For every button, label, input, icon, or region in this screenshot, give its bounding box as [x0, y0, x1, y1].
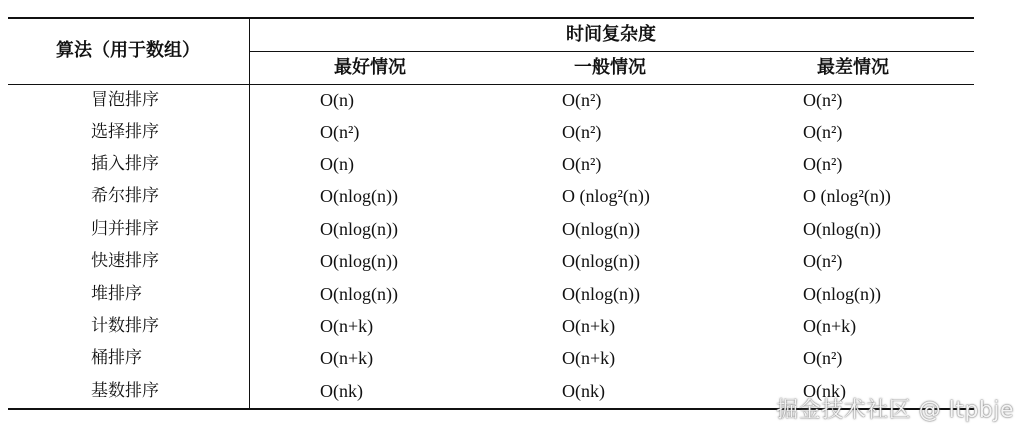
best-case-header: 最好情况	[334, 57, 406, 78]
row-1-avg: O(n²)	[562, 122, 602, 142]
column-divider	[249, 17, 250, 410]
row-3-best: O(nlog(n))	[320, 186, 398, 206]
worst-case-header: 最差情况	[817, 57, 889, 78]
row-2-worst: O(n²)	[803, 154, 843, 174]
row-3-avg: O (nlog²(n))	[562, 186, 650, 206]
row-0-avg: O(n²)	[562, 90, 602, 110]
row-7-avg: O(n+k)	[562, 316, 616, 336]
average-case-header: 一般情况	[574, 57, 646, 78]
row-1-best: O(n²)	[320, 122, 360, 142]
row-4-worst: O(nlog(n))	[803, 219, 881, 239]
row-5-worst: O(n²)	[803, 251, 843, 271]
row-3-algo: 希尔排序	[91, 186, 159, 206]
row-8-avg: O(n+k)	[562, 348, 616, 368]
algo-column-header: 算法（用于数组）	[56, 40, 200, 61]
row-6-algo: 堆排序	[91, 284, 142, 304]
row-4-algo: 归并排序	[91, 219, 159, 239]
row-5-algo: 快速排序	[91, 251, 159, 271]
row-0-algo: 冒泡排序	[91, 90, 159, 110]
row-1-worst: O(n²)	[803, 122, 843, 142]
row-7-best: O(n+k)	[320, 316, 374, 336]
row-9-worst: O(nk)	[803, 381, 846, 401]
row-2-avg: O(n²)	[562, 154, 602, 174]
row-0-worst: O(n²)	[803, 90, 843, 110]
row-5-avg: O(nlog(n))	[562, 251, 640, 271]
row-9-avg: O(nk)	[562, 381, 605, 401]
watermark-text: 掘金技术社区 @ ltpbje	[776, 398, 1014, 423]
table-top-rule	[8, 17, 974, 19]
row-4-best: O(nlog(n))	[320, 219, 398, 239]
row-7-algo: 计数排序	[91, 316, 159, 336]
row-9-algo: 基数排序	[91, 381, 159, 401]
row-1-algo: 选择排序	[91, 122, 159, 142]
row-6-best: O(nlog(n))	[320, 284, 398, 304]
row-6-worst: O(nlog(n))	[803, 284, 881, 304]
row-8-worst: O(n²)	[803, 348, 843, 368]
row-8-best: O(n+k)	[320, 348, 374, 368]
row-3-worst: O (nlog²(n))	[803, 186, 891, 206]
time-complexity-header: 时间复杂度	[566, 24, 656, 45]
row-2-best: O(n)	[320, 154, 354, 174]
row-7-worst: O(n+k)	[803, 316, 857, 336]
header-bottom-rule	[8, 84, 974, 85]
row-6-avg: O(nlog(n))	[562, 284, 640, 304]
row-5-best: O(nlog(n))	[320, 251, 398, 271]
group-header-rule	[250, 51, 974, 52]
row-0-best: O(n)	[320, 90, 354, 110]
row-8-algo: 桶排序	[91, 348, 142, 368]
row-4-avg: O(nlog(n))	[562, 219, 640, 239]
row-9-best: O(nk)	[320, 381, 363, 401]
row-2-algo: 插入排序	[91, 154, 159, 174]
